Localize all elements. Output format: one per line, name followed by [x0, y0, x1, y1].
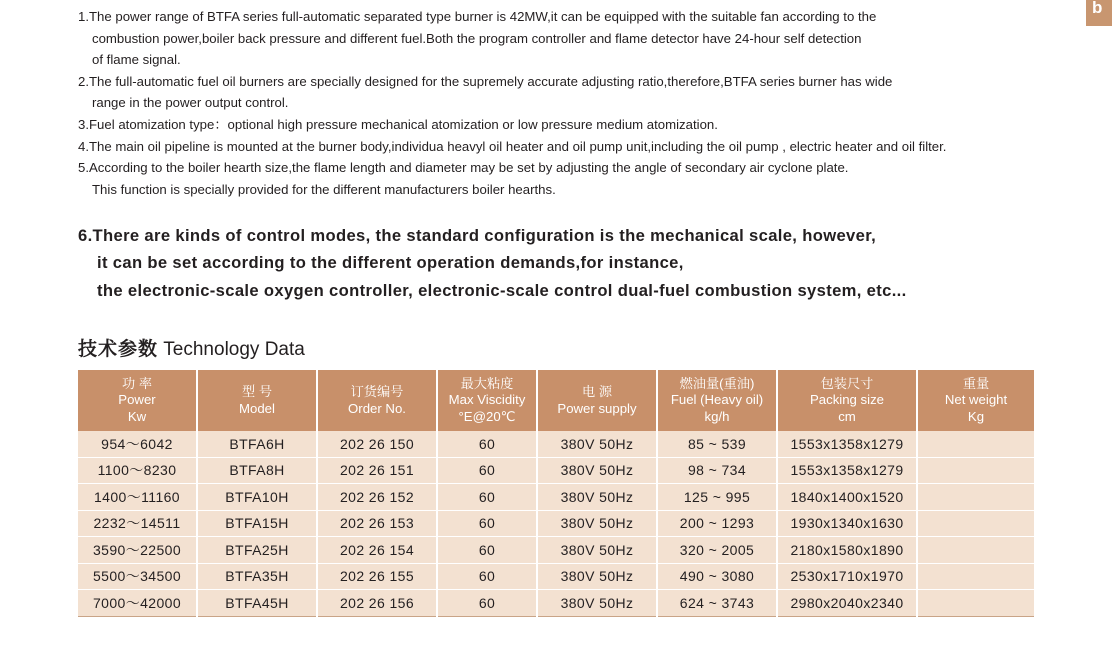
cell-power: 2232～14511 — [78, 510, 197, 537]
cell-power: 5500～34500 — [78, 563, 197, 590]
cell-viscidity: 60 — [437, 563, 537, 590]
cell-net-weight — [917, 484, 1034, 511]
header-packing-size: 包装尺寸 Packing size cm — [777, 370, 917, 431]
cell-power: 1400～11160 — [78, 484, 197, 511]
cell-packing-size: 1930x1340x1630 — [777, 510, 917, 537]
cell-net-weight — [917, 590, 1034, 617]
technology-data-table — [78, 370, 1034, 617]
table-row — [78, 431, 1034, 457]
header-fuel: 燃油量(重油) Fuel (Heavy oil) kg/h — [657, 370, 777, 431]
note-1-cont: combustion power,boiler back pressure and different fuel.Both the program controller and flame detector have 24-hour self detection — [92, 30, 862, 46]
cell-viscidity: 60 — [437, 431, 537, 457]
header-power: 功 率 Power Kw — [78, 370, 197, 431]
note-2-cont: range in the power output control. — [92, 95, 289, 111]
cell-fuel: 125 ~ 995 — [657, 484, 777, 511]
cell-power-supply: 380V 50Hz — [537, 510, 657, 537]
cell-net-weight — [917, 510, 1034, 537]
cell-fuel: 624 ~ 3743 — [657, 590, 777, 617]
control-modes-line-3: the electronic-scale oxygen controller, electronic-scale control dual-fuel combustion system, etc... — [97, 280, 907, 300]
cell-model: BTFA45H — [197, 590, 317, 617]
section-title-en: Technology Data — [163, 339, 305, 360]
cell-fuel: 85 ~ 539 — [657, 431, 777, 457]
cell-viscidity: 60 — [437, 590, 537, 617]
cell-fuel: 320 ~ 2005 — [657, 537, 777, 564]
cell-packing-size: 1553x1358x1279 — [777, 431, 917, 457]
cell-net-weight — [917, 563, 1034, 590]
cell-model: BTFA25H — [197, 537, 317, 564]
cell-order-no: 202 26 154 — [317, 537, 437, 564]
cell-power: 3590～22500 — [78, 537, 197, 564]
table-row — [78, 457, 1034, 484]
section-title-zh: 技术参数 — [78, 339, 159, 360]
cell-order-no: 202 26 153 — [317, 510, 437, 537]
cell-viscidity: 60 — [437, 457, 537, 484]
note-5: 5.According to the boiler hearth size,the flame length and diameter may be set by adjusting the angle of secondary air cyclone plate. — [78, 160, 849, 176]
feature-notes — [78, 6, 1078, 200]
cell-net-weight — [917, 431, 1034, 457]
cell-power: 7000～42000 — [78, 590, 197, 617]
cell-fuel: 98 ~ 734 — [657, 457, 777, 484]
cell-order-no: 202 26 152 — [317, 484, 437, 511]
cell-fuel: 200 ~ 1293 — [657, 510, 777, 537]
header-max-viscidity: 最大粘度 Max Viscidity °E@20℃ — [437, 370, 537, 431]
cell-power-supply: 380V 50Hz — [537, 457, 657, 484]
section-title — [78, 334, 305, 361]
table-row — [78, 537, 1034, 564]
header-order-no: 订货编号 Order No. — [317, 370, 437, 431]
cell-packing-size: 2530x1710x1970 — [777, 563, 917, 590]
page-corner-tab — [1086, 0, 1112, 26]
header-net-weight: 重量 Net weight Kg — [917, 370, 1034, 431]
note-3: 3.Fuel atomization type：optional high pressure mechanical atomization or low pressure medium atomization. — [78, 116, 718, 132]
table-header-row — [78, 370, 1034, 431]
cell-order-no: 202 26 155 — [317, 563, 437, 590]
header-power-supply: 电 源 Power supply — [537, 370, 657, 431]
table-row — [78, 510, 1034, 537]
cell-packing-size: 1553x1358x1279 — [777, 457, 917, 484]
cell-power-supply: 380V 50Hz — [537, 431, 657, 457]
control-modes-line-2: it can be set according to the different operation demands,for instance, — [97, 253, 684, 273]
control-modes-line-1: 6.There are kinds of control modes, the standard configuration is the mechanical scale, however, — [78, 226, 877, 245]
table-row — [78, 484, 1034, 511]
cell-power: 954～6042 — [78, 431, 197, 457]
corner-tab-letter: b — [1092, 0, 1103, 17]
cell-model: BTFA6H — [197, 431, 317, 457]
cell-power-supply: 380V 50Hz — [537, 563, 657, 590]
cell-model: BTFA10H — [197, 484, 317, 511]
cell-packing-size: 1840x1400x1520 — [777, 484, 917, 511]
control-modes-note — [78, 222, 907, 304]
cell-packing-size: 2980x2040x2340 — [777, 590, 917, 617]
cell-model: BTFA15H — [197, 510, 317, 537]
cell-viscidity: 60 — [437, 510, 537, 537]
table-row — [78, 590, 1034, 617]
cell-viscidity: 60 — [437, 537, 537, 564]
cell-power-supply: 380V 50Hz — [537, 484, 657, 511]
note-1-cont2: of flame signal. — [92, 52, 181, 68]
note-4: 4.The main oil pipeline is mounted at the burner body,individua heavyl oil heater and oil pump unit,including the oil pump , electric heater and oil filter. — [78, 138, 947, 154]
cell-power-supply: 380V 50Hz — [537, 537, 657, 564]
cell-order-no: 202 26 150 — [317, 431, 437, 457]
cell-order-no: 202 26 156 — [317, 590, 437, 617]
cell-net-weight — [917, 537, 1034, 564]
header-model: 型 号 Model — [197, 370, 317, 431]
note-1: 1.The power range of BTFA series full-automatic separated type burner is 42MW,it can be equipped with the suitable fan according to the — [78, 9, 877, 24]
cell-packing-size: 2180x1580x1890 — [777, 537, 917, 564]
cell-model: BTFA35H — [197, 563, 317, 590]
cell-order-no: 202 26 151 — [317, 457, 437, 484]
cell-fuel: 490 ~ 3080 — [657, 563, 777, 590]
note-2: 2.The full-automatic fuel oil burners are specially designed for the supremely accurate adjusting ratio,therefore,BTFA series burner has wide — [78, 73, 893, 89]
table-row — [78, 563, 1034, 590]
note-5-cont: This function is specially provided for the different manufacturers boiler hearths. — [92, 181, 556, 197]
cell-model: BTFA8H — [197, 457, 317, 484]
cell-power-supply: 380V 50Hz — [537, 590, 657, 617]
cell-viscidity: 60 — [437, 484, 537, 511]
cell-power: 1100～8230 — [78, 457, 197, 484]
cell-net-weight — [917, 457, 1034, 484]
